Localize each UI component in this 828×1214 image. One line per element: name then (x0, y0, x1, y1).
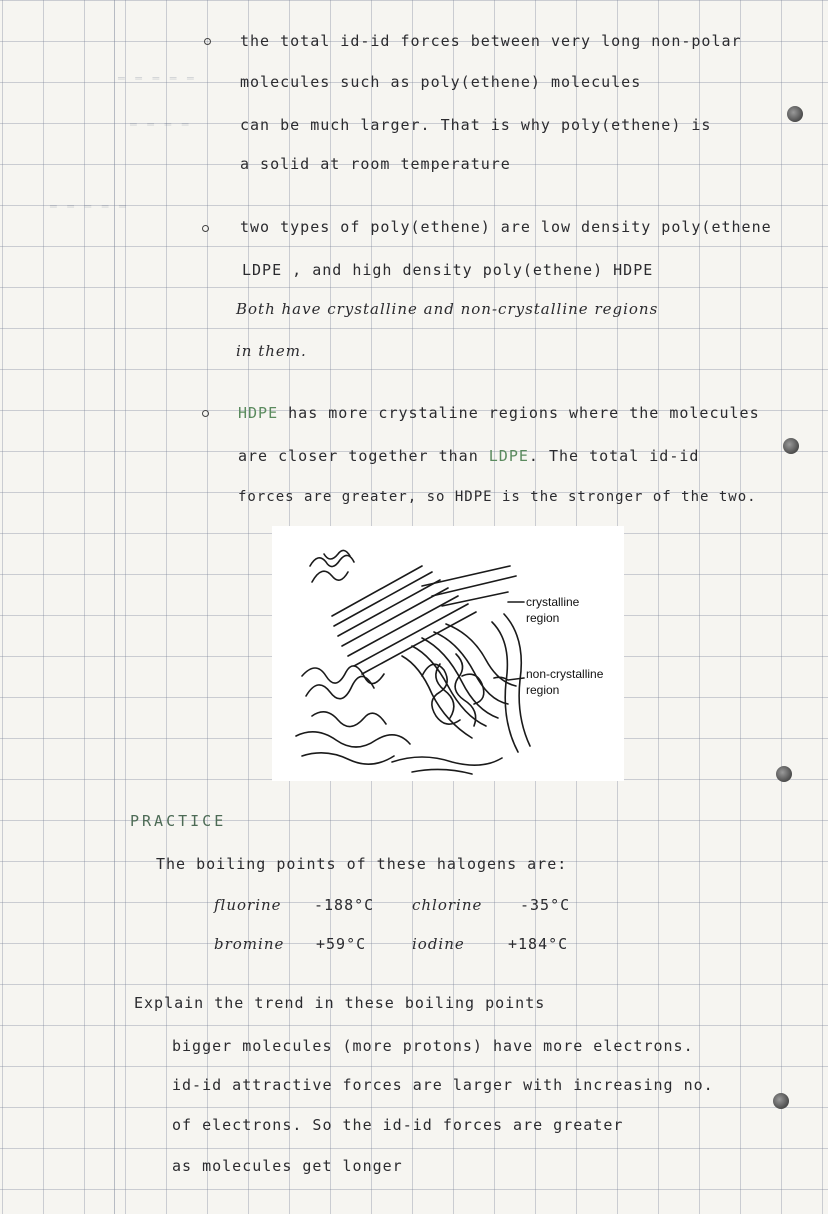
answer-line: id-id attractive forces are larger with increasing no. (172, 1076, 714, 1094)
halogen-value: +59°C (316, 935, 367, 953)
halogen-value: -35°C (520, 896, 571, 914)
halogen-name: iodine (412, 935, 465, 953)
note-line: a solid at room temperature (240, 155, 511, 173)
binder-hole (787, 106, 803, 122)
note-line: in them. (236, 342, 307, 360)
answer-line: as molecules get longer (172, 1157, 403, 1175)
note-line (238, 404, 760, 422)
binder-hole (773, 1093, 789, 1109)
answer-line: bigger molecules (more protons) have more electrons. (172, 1037, 694, 1055)
note-line: can be much larger. That is why poly(ethene) is (240, 116, 712, 134)
crystalline-label: region (526, 611, 560, 625)
bleed-through: ═ ═ ═ ═ (130, 118, 191, 131)
noncrystalline-label: non-crystalline (526, 667, 604, 681)
answer-line: of electrons. So the id-id forces are greater (172, 1116, 624, 1134)
polymer-regions-diagram (272, 526, 624, 781)
practice-heading: PRACTICE (130, 812, 227, 830)
note-line: forces are greater, so HDPE is the stronger of the two. (238, 489, 757, 505)
note-text: . The total id-id (528, 447, 700, 465)
note-line: the total id-id forces between very long non-polar (240, 32, 742, 50)
crystalline-label: crystalline (526, 595, 580, 609)
polymer-chains-drawing (272, 526, 624, 781)
note-line: Both have crystalline and non-crystalline regions (236, 300, 659, 318)
noncrystalline-label: region (526, 683, 560, 697)
halogen-value: +184°C (508, 935, 569, 953)
halogen-value: -188°C (314, 896, 375, 914)
bullet-point (204, 38, 211, 45)
hdpe-highlight: HDPE (238, 404, 279, 422)
note-text: are closer together than (238, 447, 489, 465)
practice-prompt: Explain the trend in these boiling points (134, 994, 546, 1012)
halogen-name: fluorine (214, 896, 282, 914)
bleed-through: ═ ═ ═ ═ ═ (50, 200, 128, 213)
bullet-point (202, 225, 209, 232)
bullet-point (202, 410, 209, 417)
note-line (238, 447, 699, 465)
note-line: LDPE , and high density poly(ethene) HDPE (242, 261, 654, 279)
binder-hole (783, 438, 799, 454)
note-line: two types of poly(ethene) are low density poly(ethene (240, 218, 772, 236)
bleed-through: ═ ═ ═ ═ ═ (118, 72, 196, 85)
practice-question: The boiling points of these halogens are: (156, 855, 568, 873)
halogen-name: bromine (214, 935, 285, 953)
ldpe-highlight: LDPE (488, 447, 529, 465)
halogen-name: chlorine (412, 896, 483, 914)
note-text: has more crystaline regions where the molecules (278, 404, 760, 422)
binder-hole (776, 766, 792, 782)
margin-line (114, 0, 115, 1214)
note-line: molecules such as poly(ethene) molecules (240, 73, 642, 91)
